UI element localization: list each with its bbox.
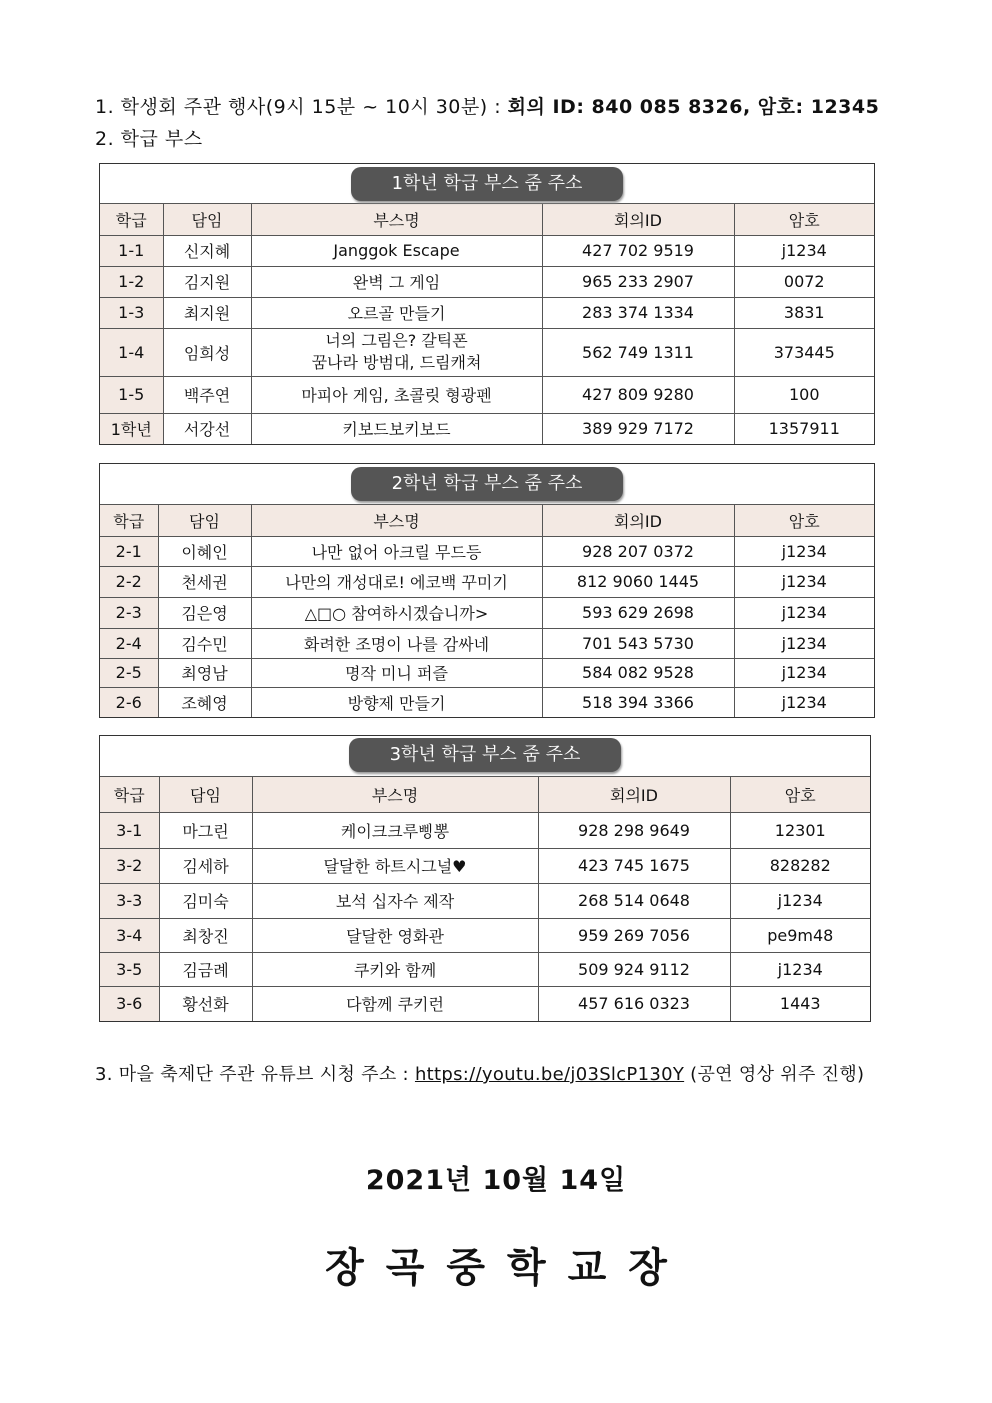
booth-cell: 명작 미니 퍼즐 (251, 658, 542, 687)
teacher-cell: 마그린 (159, 812, 252, 848)
youtube-info-line (95, 1060, 864, 1086)
meeting-id-cell: 812 9060 1445 (542, 566, 734, 597)
booth-cell: 다함께 쿠키런 (252, 986, 538, 1021)
class-cell: 3-5 (100, 952, 159, 986)
meeting-id-cell: 509 924 9112 (538, 952, 730, 986)
booth-name-line1: 너의 그림은? 갈틱폰 (325, 331, 468, 350)
meeting-id-cell: 965 233 2907 (542, 266, 734, 297)
class-cell: 3-6 (100, 986, 159, 1021)
class-cell: 2-1 (100, 536, 158, 566)
grade1-title: 1학년 학급 부스 줌 주소 (351, 167, 623, 201)
header-class: 학급 (100, 777, 159, 812)
table-row (100, 566, 874, 597)
meeting-id-cell: 593 629 2698 (542, 597, 734, 628)
booth-cell: 나만의 개성대로! 에코백 꾸미기 (251, 566, 542, 597)
table-row (100, 413, 874, 444)
teacher-cell: 백주연 (163, 376, 251, 413)
booth-cell: 나만 없어 아크릴 무드등 (251, 536, 542, 566)
password-cell: 373445 (734, 328, 874, 376)
teacher-cell: 천세권 (158, 566, 251, 597)
meeting-id-cell: 427 702 9519 (542, 235, 734, 266)
header-class: 학급 (100, 204, 163, 235)
class-booth-heading: 2. 학급 부스 (95, 128, 203, 150)
table-row (100, 266, 874, 297)
meeting-id-cell: 423 745 1675 (538, 848, 730, 883)
event-info-line (95, 92, 879, 119)
class-cell: 1-1 (100, 235, 163, 266)
class-cell: 1-3 (100, 297, 163, 328)
table-row (100, 883, 870, 918)
table-row (100, 986, 870, 1021)
password-cell: j1234 (734, 597, 874, 628)
meeting-id-cell: 518 394 3366 (542, 687, 734, 717)
password-cell: j1234 (734, 536, 874, 566)
header-teacher: 담임 (163, 204, 251, 235)
class-cell: 2-2 (100, 566, 158, 597)
teacher-cell: 김수민 (158, 628, 251, 658)
class-cell: 3-2 (100, 848, 159, 883)
grade2-booth-block (99, 463, 875, 718)
booth-name-line2: 꿈나라 방범대, 드림캐쳐 (311, 353, 482, 372)
password-cell: j1234 (730, 883, 870, 918)
password-cell: j1234 (734, 235, 874, 266)
table-row (100, 376, 874, 413)
meeting-id-cell: 283 374 1334 (542, 297, 734, 328)
meeting-id-cell: 268 514 0648 (538, 883, 730, 918)
booth-cell: Janggok Escape (251, 235, 542, 266)
booth-cell: 케이크크루삥뽕 (252, 812, 538, 848)
teacher-cell: 임희성 (163, 328, 251, 376)
grade2-title: 2학년 학급 부스 줌 주소 (351, 467, 623, 501)
grade2-title-row (100, 464, 874, 505)
booth-cell: △□○ 참여하시겠습니까> (251, 597, 542, 628)
class-cell: 1-4 (100, 328, 163, 376)
document-date: 2021년 10월 14일 (365, 1165, 627, 1196)
booth-cell: 마피아 게임, 초콜릿 형광펜 (251, 376, 542, 413)
teacher-cell: 김금례 (159, 952, 252, 986)
table-header-row (100, 777, 870, 812)
header-teacher: 담임 (159, 777, 252, 812)
signer-name: 장곡중학교장 (325, 1245, 689, 1291)
table-header-row (100, 204, 874, 235)
class-cell: 1-2 (100, 266, 163, 297)
teacher-cell: 김은영 (158, 597, 251, 628)
booth-cell: 키보드보키보드 (251, 413, 542, 444)
teacher-cell: 최영남 (158, 658, 251, 687)
meeting-id-cell: 959 269 7056 (538, 918, 730, 952)
grade3-title-row (100, 736, 870, 777)
booth-cell: 쿠키와 함께 (252, 952, 538, 986)
youtube-info-suffix: (공연 영상 위주 진행) (684, 1064, 865, 1085)
password-cell: j1234 (734, 628, 874, 658)
password-cell: 0072 (734, 266, 874, 297)
class-cell: 2-5 (100, 658, 158, 687)
teacher-cell: 최지원 (163, 297, 251, 328)
grade1-table (100, 204, 874, 444)
password-cell: 3831 (734, 297, 874, 328)
header-meeting-id: 회의ID (542, 204, 734, 235)
password-cell: 1443 (730, 986, 870, 1021)
header-password: 암호 (734, 204, 874, 235)
table-row (100, 628, 874, 658)
teacher-cell: 김세하 (159, 848, 252, 883)
grade1-booth-block (99, 163, 875, 445)
booth-cell: 완벽 그 게임 (251, 266, 542, 297)
teacher-cell: 조혜영 (158, 687, 251, 717)
meeting-id-cell: 457 616 0323 (538, 986, 730, 1021)
teacher-cell: 이혜인 (158, 536, 251, 566)
table-row (100, 687, 874, 717)
youtube-link[interactable]: https://youtu.be/j03SlcP130Y (414, 1064, 685, 1085)
teacher-cell: 김미숙 (159, 883, 252, 918)
meeting-info: 회의 ID: 840 085 8326, 암호: 12345 (507, 96, 880, 118)
password-cell: 1357911 (734, 413, 874, 444)
booth-cell: 보석 십자수 제작 (252, 883, 538, 918)
class-cell: 2-4 (100, 628, 158, 658)
teacher-cell: 최창진 (159, 918, 252, 952)
password-cell: j1234 (730, 952, 870, 986)
table-header-row (100, 505, 874, 536)
grade3-booth-block (99, 735, 871, 1022)
meeting-id-cell: 562 749 1311 (542, 328, 734, 376)
class-cell: 1-5 (100, 376, 163, 413)
header-class: 학급 (100, 505, 158, 536)
password-cell: 12301 (730, 812, 870, 848)
password-cell: j1234 (734, 658, 874, 687)
meeting-id-cell: 427 809 9280 (542, 376, 734, 413)
table-row (100, 658, 874, 687)
class-cell: 3-1 (100, 812, 159, 848)
booth-cell: 달달한 하트시그널♥ (252, 848, 538, 883)
teacher-cell: 황선화 (159, 986, 252, 1021)
meeting-id-cell: 928 207 0372 (542, 536, 734, 566)
table-row (100, 235, 874, 266)
meeting-id-cell: 701 543 5730 (542, 628, 734, 658)
header-booth: 부스명 (252, 777, 538, 812)
booth-cell (251, 328, 542, 376)
grade1-title-row (100, 164, 874, 204)
grade3-table (100, 777, 870, 1021)
header-booth: 부스명 (251, 505, 542, 536)
header-meeting-id: 회의ID (538, 777, 730, 812)
password-cell: 100 (734, 376, 874, 413)
table-row (100, 328, 874, 376)
table-row (100, 297, 874, 328)
table-row (100, 597, 874, 628)
meeting-id-cell: 584 082 9528 (542, 658, 734, 687)
password-cell: j1234 (734, 687, 874, 717)
teacher-cell: 서강선 (163, 413, 251, 444)
booth-cell: 오르골 만들기 (251, 297, 542, 328)
header-meeting-id: 회의ID (542, 505, 734, 536)
booth-cell: 달달한 영화관 (252, 918, 538, 952)
class-cell: 1학년 (100, 413, 163, 444)
password-cell: j1234 (734, 566, 874, 597)
teacher-cell: 신지혜 (163, 235, 251, 266)
booth-cell: 방향제 만들기 (251, 687, 542, 717)
class-cell: 3-4 (100, 918, 159, 952)
password-cell: pe9m48 (730, 918, 870, 952)
header-booth: 부스명 (251, 204, 542, 235)
grade2-table (100, 505, 874, 717)
table-row (100, 536, 874, 566)
teacher-cell: 김지원 (163, 266, 251, 297)
header-password: 암호 (734, 505, 874, 536)
meeting-id-cell: 389 929 7172 (542, 413, 734, 444)
meeting-id-cell: 928 298 9649 (538, 812, 730, 848)
password-cell: 828282 (730, 848, 870, 883)
table-row (100, 812, 870, 848)
class-cell: 3-3 (100, 883, 159, 918)
table-row (100, 848, 870, 883)
youtube-info-prefix: 3. 마을 축제단 주관 유튜브 시청 주소 : (95, 1064, 415, 1085)
header-password: 암호 (730, 777, 870, 812)
grade3-title: 3학년 학급 부스 줌 주소 (349, 738, 621, 772)
event-info-prefix: 1. 학생회 주관 행사(9시 15분 ~ 10시 30분) : (95, 96, 508, 118)
class-cell: 2-6 (100, 687, 158, 717)
booth-cell: 화려한 조명이 나를 감싸네 (251, 628, 542, 658)
table-row (100, 918, 870, 952)
class-cell: 2-3 (100, 597, 158, 628)
header-teacher: 담임 (158, 505, 251, 536)
table-row (100, 952, 870, 986)
